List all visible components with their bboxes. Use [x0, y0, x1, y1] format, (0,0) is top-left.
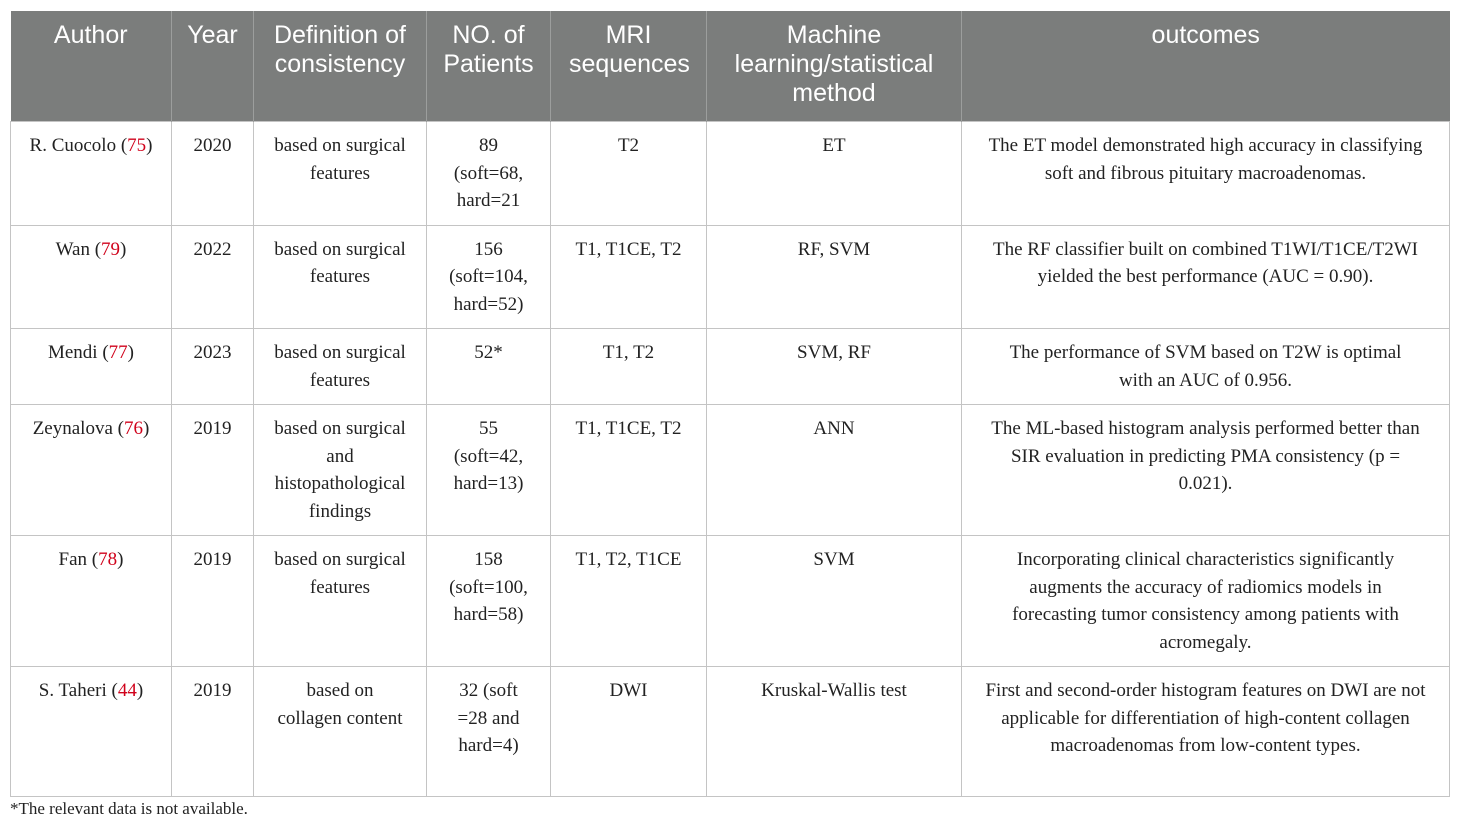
author-name: Fan — [58, 549, 88, 570]
cell-definition: based on surgical features — [254, 536, 427, 667]
cell-author: Mendi (77) — [11, 329, 172, 405]
cell-patients: 156 (soft=104, hard=52) — [427, 225, 551, 329]
cell-method: ANN — [707, 405, 962, 536]
table-row — [11, 329, 1450, 405]
cell-author: S. Taheri (44) — [11, 667, 172, 797]
author-name: S. Taheri — [38, 680, 107, 701]
cell-outcome: Incorporating clinical characteristics significantly augments the accuracy of radiomics models in forecasting tumor consistency among patients with acromegaly. — [962, 536, 1450, 667]
cell-outcome: The ML-based histogram analysis performed better than SIR evaluation in predicting PMA consistency (p = 0.021). — [962, 405, 1450, 536]
cell-mri: T1, T2, T1CE — [551, 536, 707, 667]
author-name: Wan — [55, 238, 90, 260]
cell-definition: based on surgical features — [254, 329, 427, 405]
cell-author: Zeynalova (76) — [11, 405, 172, 536]
cell-method: ET — [707, 122, 962, 226]
cell-method: Kruskal-Wallis test — [707, 667, 962, 797]
cell-patients: 89 (soft=68, hard=21 — [427, 122, 551, 226]
cell-author: Fan (78) — [11, 536, 172, 667]
table-row — [11, 122, 1450, 226]
cell-outcome: The RF classifier built on combined T1WI/T1CE/T2WI yielded the best performance (AUC = 0.90). — [962, 225, 1450, 329]
cell-year: 2020 — [172, 122, 254, 226]
cell-outcome: The performance of SVM based on T2W is optimal with an AUC of 0.956. — [962, 329, 1450, 405]
table-footnote: *The relevant data is not available. — [10, 799, 248, 818]
studies-table — [10, 11, 1450, 797]
cell-author: Wan (79) — [11, 225, 172, 329]
cell-year: 2019 — [172, 667, 254, 797]
header-outcomes: outcomes — [962, 11, 1450, 122]
cell-definition: based on surgical features — [254, 122, 427, 226]
author-name: Mendi — [47, 342, 98, 363]
table-row — [11, 225, 1450, 329]
cell-year: 2022 — [172, 225, 254, 329]
cell-mri: T1, T2 — [551, 329, 707, 405]
reference-link[interactable]: 76 — [123, 418, 143, 439]
cell-year: 2019 — [172, 405, 254, 536]
cell-patients: 158 (soft=100, hard=58) — [427, 536, 551, 667]
reference-link[interactable]: 44 — [117, 680, 137, 701]
cell-mri: T1, T1CE, T2 — [551, 405, 707, 536]
cell-definition: based on surgical features — [254, 225, 427, 329]
table-row — [11, 405, 1450, 536]
reference-link[interactable]: 78 — [98, 549, 118, 570]
reference-link[interactable]: 75 — [127, 135, 147, 156]
header-row — [11, 11, 1450, 122]
cell-mri: T1, T1CE, T2 — [551, 225, 707, 329]
header-author: Author — [11, 11, 172, 122]
cell-mri: T2 — [551, 122, 707, 226]
cell-outcome: The ET model demonstrated high accuracy in classifying soft and fibrous pituitary macroadenomas. — [962, 122, 1450, 226]
cell-mri: DWI — [551, 667, 707, 797]
header-mri: MRI sequences — [551, 11, 707, 122]
cell-method: SVM — [707, 536, 962, 667]
header-year: Year — [172, 11, 254, 122]
cell-method: SVM, RF — [707, 329, 962, 405]
table-row — [11, 536, 1450, 667]
cell-author: R. Cuocolo (75) — [11, 122, 172, 226]
cell-year: 2023 — [172, 329, 254, 405]
header-definition: Definition of consistency — [254, 11, 427, 122]
cell-patients: 32 (soft =28 and hard=4) — [427, 667, 551, 797]
cell-method: RF, SVM — [707, 225, 962, 329]
cell-definition: based on collagen content — [254, 667, 427, 797]
author-name: Zeynalova — [32, 418, 113, 439]
cell-year: 2019 — [172, 536, 254, 667]
cell-outcome: First and second-order histogram features on DWI are not applicable for differentiation of high-content collagen macroadenomas from low-content types. — [962, 667, 1450, 797]
reference-link[interactable]: 77 — [108, 342, 128, 363]
header-method: Machine learning/statistical method — [707, 11, 962, 122]
reference-link[interactable]: 79 — [101, 238, 121, 260]
author-name: R. Cuocolo — [29, 135, 117, 156]
cell-definition: based on surgical and histopathological findings — [254, 405, 427, 536]
cell-patients: 55 (soft=42, hard=13) — [427, 405, 551, 536]
cell-patients: 52* — [427, 329, 551, 405]
header-patients: NO. of Patients — [427, 11, 551, 122]
table-row — [11, 667, 1450, 797]
